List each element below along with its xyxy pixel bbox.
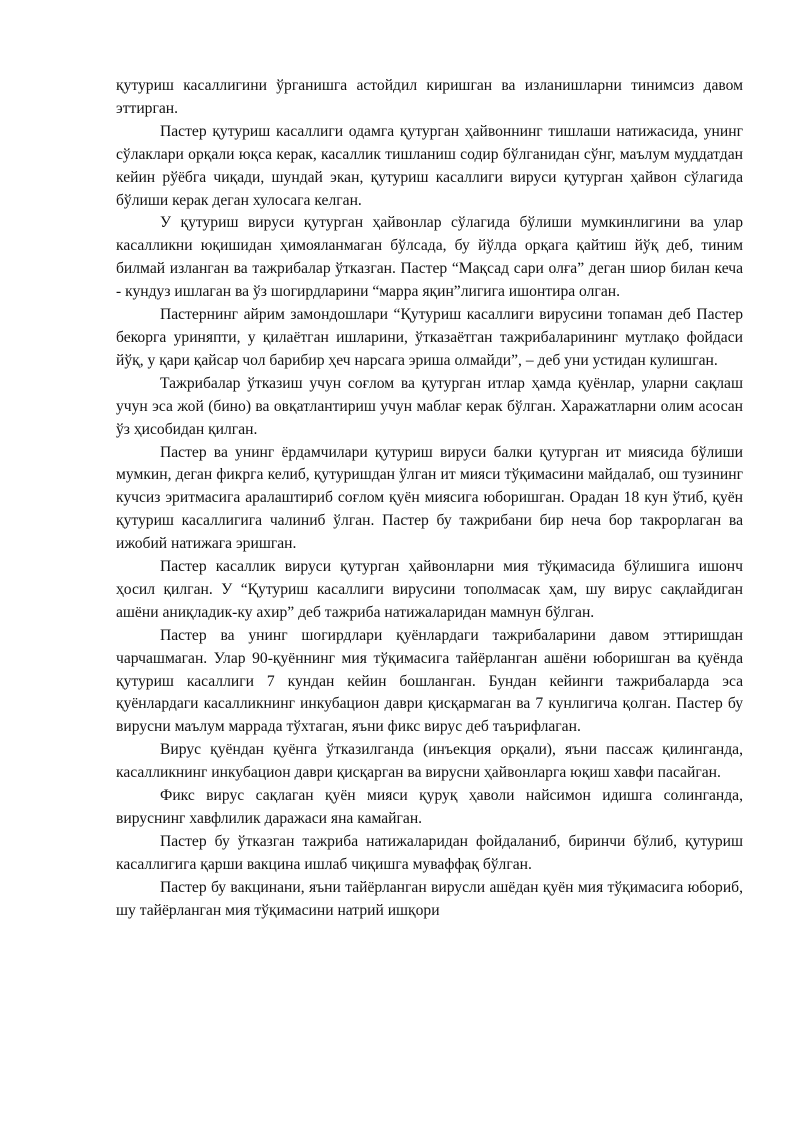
paragraph-10: Фикс вирус сақлаган қуён мияси қуруқ ҳаволи найсимон идишга солинганда, вируснинг хавфлилик даражаси яна камайган. xyxy=(116,787,743,827)
paragraph-9: Вирус қуёндан қуёнга ўтказилганда (инъекция орқали), яъни пассаж қилинганда, касалликнинг инкубацион даври қисқарган ва вирусни ҳайвонларга юқиш хавфи пасайган. xyxy=(116,741,743,782)
paragraph-6: Пастер ва унинг ёрдамчилари қутуриш вируси балки қутурган ит миясида бўлиши мумкин, деган фикрга келиб, қутуришдан ўлган ит мияси тўқимасини майдалаб, ош тузининг кучсиз эритмасига аралаштириб соғлом қуён миясига юборишган. Орадан 18 кун ўтиб, қуён қутуриш касаллигига чалиниб ўлган. Пастер бу тажрибани бир неча бор такрорлаган ва ижобий натижага эришган. xyxy=(116,443,743,553)
paragraph-12: Пастер бу вакцинани, яъни тайёрланган вирусли ашёдан қуён мия тўқимасига юбориб, шу тайёрланган мия тўқимасини натрий ишқори xyxy=(116,878,743,919)
paragraph-2: Пастер қутуриш касаллиги одамга қутурган ҳайвоннинг тишлаши натижасида, унинг сўлаклари орқали юқса керак, касаллик тишланиш содир бўлганидан сўнг, маълум муддатдан кейин рўёбга чиқади, шундай экан, қутуриш касаллиги вируси қутурган ҳайвон сўлагида бўлиши керак деган хулосага келган. xyxy=(116,122,743,209)
paragraph-1: қутуриш касаллигини ўрганишга астойдил киришган ва изланишларни тинимсиз давом эттирган. xyxy=(116,77,743,117)
paragraph-7: Пастер касаллик вируси қутурган ҳайвонларни мия тўқимасида бўлишига ишонч ҳосил қилган. У “Қутуриш касаллиги вирусини тополмасак ҳам, шу вирус сақлайдиган ашёни аниқладик-ку ахир” деб тажриба натижаларидан мамнун бўлган. xyxy=(116,558,743,621)
document-page xyxy=(116,75,743,923)
paragraph-4: Пастернинг айрим замондошлари “Қутуриш касаллиги вирусини топаман деб Пастер бекорга уриняпти, у қилаётган ишларини, ўтказаётган тажрибаларининг мутлақо фойдаси йўқ, у қари қайсар чол барибир ҳеч нарсага эриша олмайди”, – деб уни устидан кулишган. xyxy=(116,306,743,369)
paragraph-8: Пастер ва унинг шогирдлари қуёнлардаги тажрибаларини давом эттиришдан чарчашмаган. Улар 90-қуённинг мия тўқимасига тайёрланган ашёни юборишган ва қуёнда қутуриш касаллиги 7 кундан кейин бошланган. Бундан кейинги тажрибаларда эса қуёнлардаги касалликнинг инкубацион даври қисқармаган ва 7 кунлигича қолган. Пастер бу вирусни маълум маррада тўхтаган, яъни фикс вирус деб таърифлаган. xyxy=(116,626,743,736)
paragraph-3: У қутуриш вируси қутурган ҳайвонлар сўлагида бўлиши мумкинлигини ва улар касалликни юқишидан ҳимояланмаган бўлсада, бу йўлда орқага қайтиш йўқ деб, тиним билмай изланган ва тажрибалар ўтказган. Пастер “Мақсад сари олға” деган шиор билан кеча - кундуз ишлаган ва ўз шогирдларини “марра яқин”лигига ишонтира олган. xyxy=(116,214,743,301)
paragraph-11: Пастер бу ўтказган тажриба натижаларидан фойдаланиб, биринчи бўлиб, қутуриш касаллигига қарши вакцина ишлаб чиқишга муваффақ бўлган. xyxy=(116,832,743,873)
paragraph-5: Тажрибалар ўтказиш учун соғлом ва қутурган итлар ҳамда қуёнлар, уларни сақлаш учун эса жой (бино) ва овқатлантириш учун маблағ керак бўлган. Харажатларни олим асосан ўз ҳисобидан қилган. xyxy=(116,374,743,438)
